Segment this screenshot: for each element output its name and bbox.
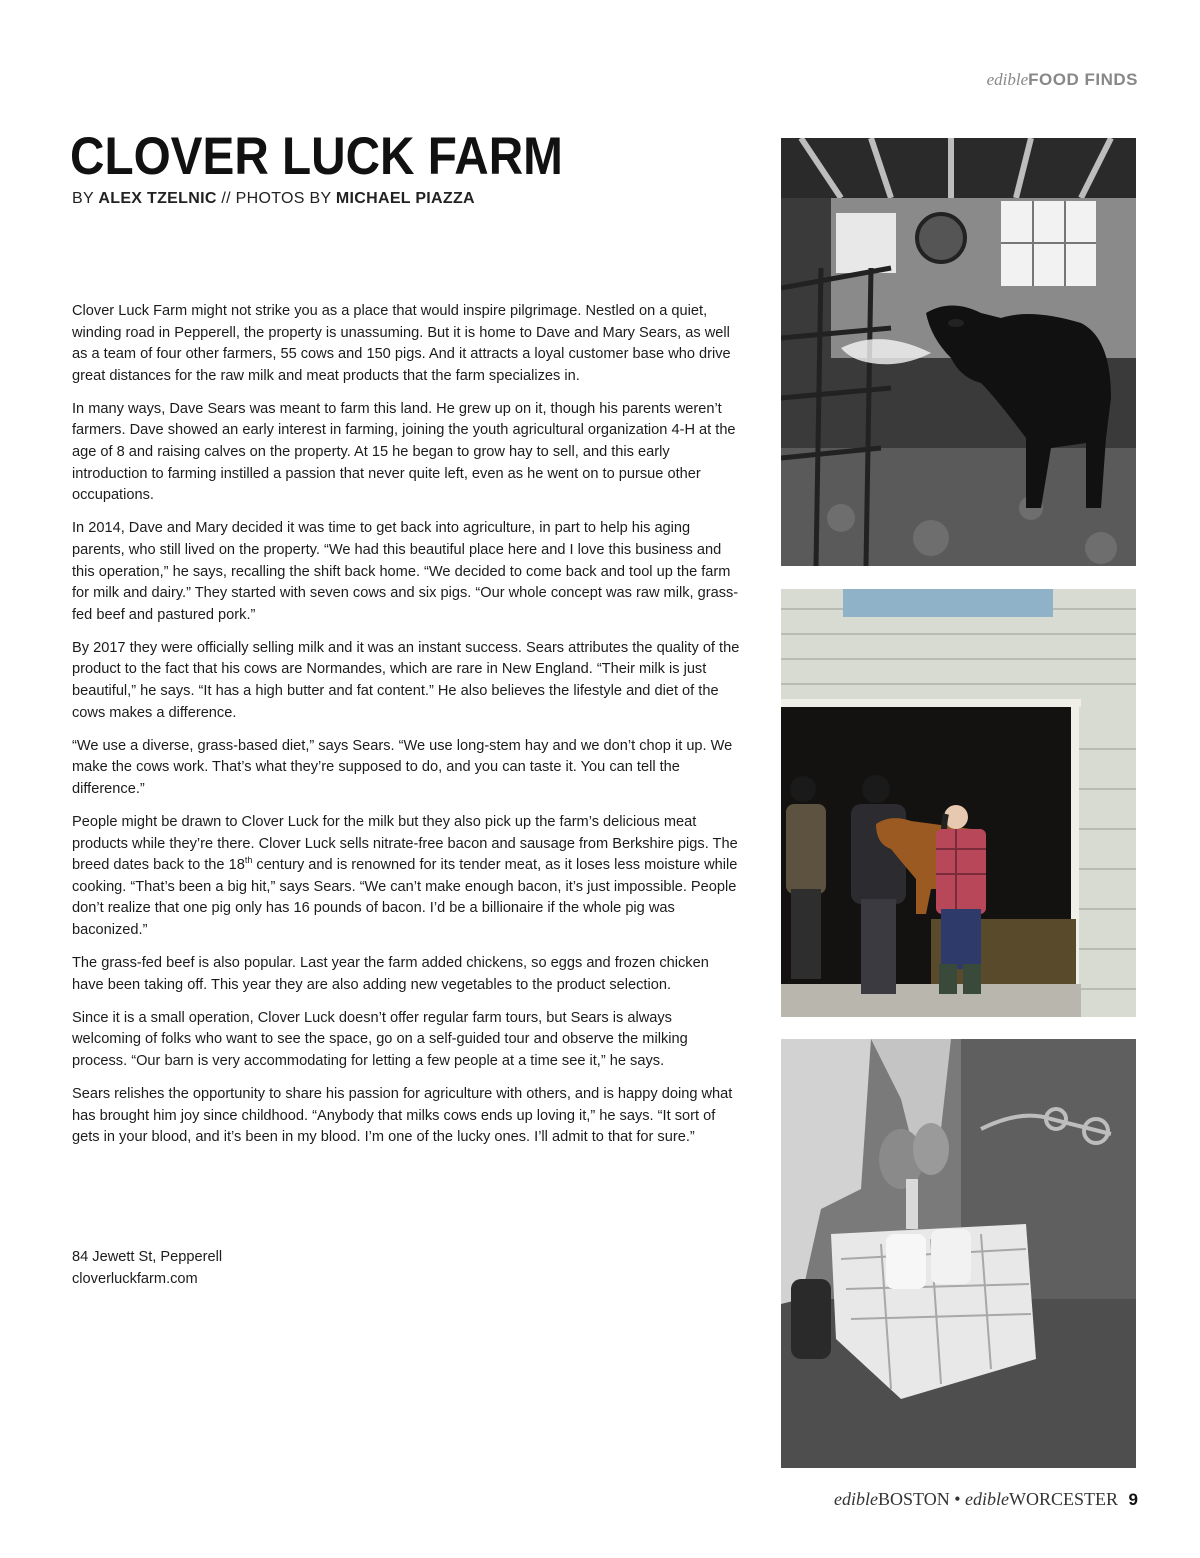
address: 84 Jewett St, Pepperell (72, 1249, 223, 1265)
meat-text-before: People might be drawn to Clover Luck for the milk but they also pick up the farm’s delicious meat products while they’re there. Clover Luck sells nitrate-free bacon and sausage from Berkshire pigs. The breed dates back to the 18 (72, 813, 738, 874)
paragraph: Sears relishes the opportunity to share his passion for agriculture with others, and is happy doing what has brought him joy since childhood. “Anybody that milks cows ends up loving it,” he says. “It sort of gets in your blood, and it’s been in my blood. I’m one of the lucky ones. I’ll admit to that for sure.” (72, 1086, 733, 1146)
byline-photos-label: // PHOTOS BY (221, 190, 332, 207)
footer-city-boston: BOSTON (878, 1489, 950, 1509)
footer-city-worcester: WORCESTER (1009, 1489, 1119, 1509)
byline (72, 190, 475, 208)
paragraph: By 2017 they were officially selling milk and it was an instant success. Sears attributes the quality of the product to the fact that his cows are Normandes, which are rare in New England. “Their milk is just beautiful,” he says. “It has a high butter and fat content.” He also believes the lifestyle and diet of the cows makes a difference. (72, 639, 740, 721)
paragraph: The grass-fed beef is also popular. Last year the farm added chickens, so eggs and frozen chicken have been taking off. This year they are also adding new vegetables to the product selection. (72, 955, 709, 993)
section-tag (987, 70, 1138, 90)
meat-text-after: century and is renowned for its tender meat, as it loses less moisture while cooking. “That’s been a big hit,” says Sears. “We can’t make enough bacon, it’s just impossible. People don’t realize that one pig only has 16 pounds of bacon. I’d be a billionaire if the whole pig was baconized.” (72, 857, 738, 938)
paragraph: “We use a diverse, grass-based diet,” says Sears. “We use long-stem hay and we don’t chop it up. We make the cows work. That’s what they’re supposed to do, and you can taste it. You can tell the difference.” (72, 737, 733, 797)
photo-milk-crate (781, 1039, 1136, 1468)
footer-edible-2: edible (965, 1489, 1010, 1509)
paragraph: Since it is a small operation, Clover Luck doesn’t offer regular farm tours, but Sears is always welcoming of folks who want to see the space, go on a self-guided tour and observe the milking process. “Our barn is very accommodating for letting a few people at a time see it,” he says. (72, 1009, 688, 1069)
article-body (72, 301, 742, 1160)
byline-photographer: MICHAEL PIAZZA (335, 190, 475, 207)
section-tag-edible: edible (986, 70, 1029, 89)
page-number: 9 (1128, 1490, 1138, 1509)
paragraph: In 2014, Dave and Mary decided it was time to get back into agriculture, in part to help his aging parents, who still lived on the property. “We had this beautiful place here and I love this business and this operation,” he says, recalling the shift back home. “We decided to come back and tool up the farm for milk and dairy.” They started with seven cows and six pigs. “Our whole concept was raw milk, grass-fed beef and pastured pork.” (72, 520, 739, 623)
footer-publication (834, 1489, 1138, 1510)
article-title: CLOVER LUCK FARM (70, 127, 563, 186)
photo-cow-in-barn (781, 138, 1136, 566)
paragraph: In many ways, Dave Sears was meant to farm this land. He grew up on it, though his parents weren’t farmers. Dave showed an early interest in farming, joining the youth agricultural organization 4-H at the age of 8 and raising calves on the property. At 15 he began to grow hay to sell, and this early introduction to farming instilled a passion that never quite left, even as he went on to pursue other occupations. (72, 400, 736, 504)
footer-edible-1: edible (834, 1489, 879, 1509)
meat-text-sup: th (244, 855, 253, 866)
paragraph: Clover Luck Farm might not strike you as a place that would inspire pilgrimage. Nestled on a quiet, winding road in Pepperell, the property is unassuming. But it is home to Dave and Mary Sears, as well as a team of four other farmers, 55 cows and 150 pigs. And it attracts a loyal customer base who drive great distances for the raw milk and meat products that the farm specializes in. (72, 303, 731, 384)
contact-info (72, 1247, 222, 1290)
footer-bullet: • (954, 1489, 961, 1509)
photo-farmers-with-calf (781, 589, 1136, 1017)
website-link[interactable]: cloverluckfarm.com (72, 1270, 198, 1287)
paragraph-meat (72, 812, 742, 942)
byline-author: ALEX TZELNIC (98, 190, 217, 207)
section-tag-label: FOOD FINDS (1028, 70, 1138, 89)
byline-by-label: BY (72, 190, 94, 207)
